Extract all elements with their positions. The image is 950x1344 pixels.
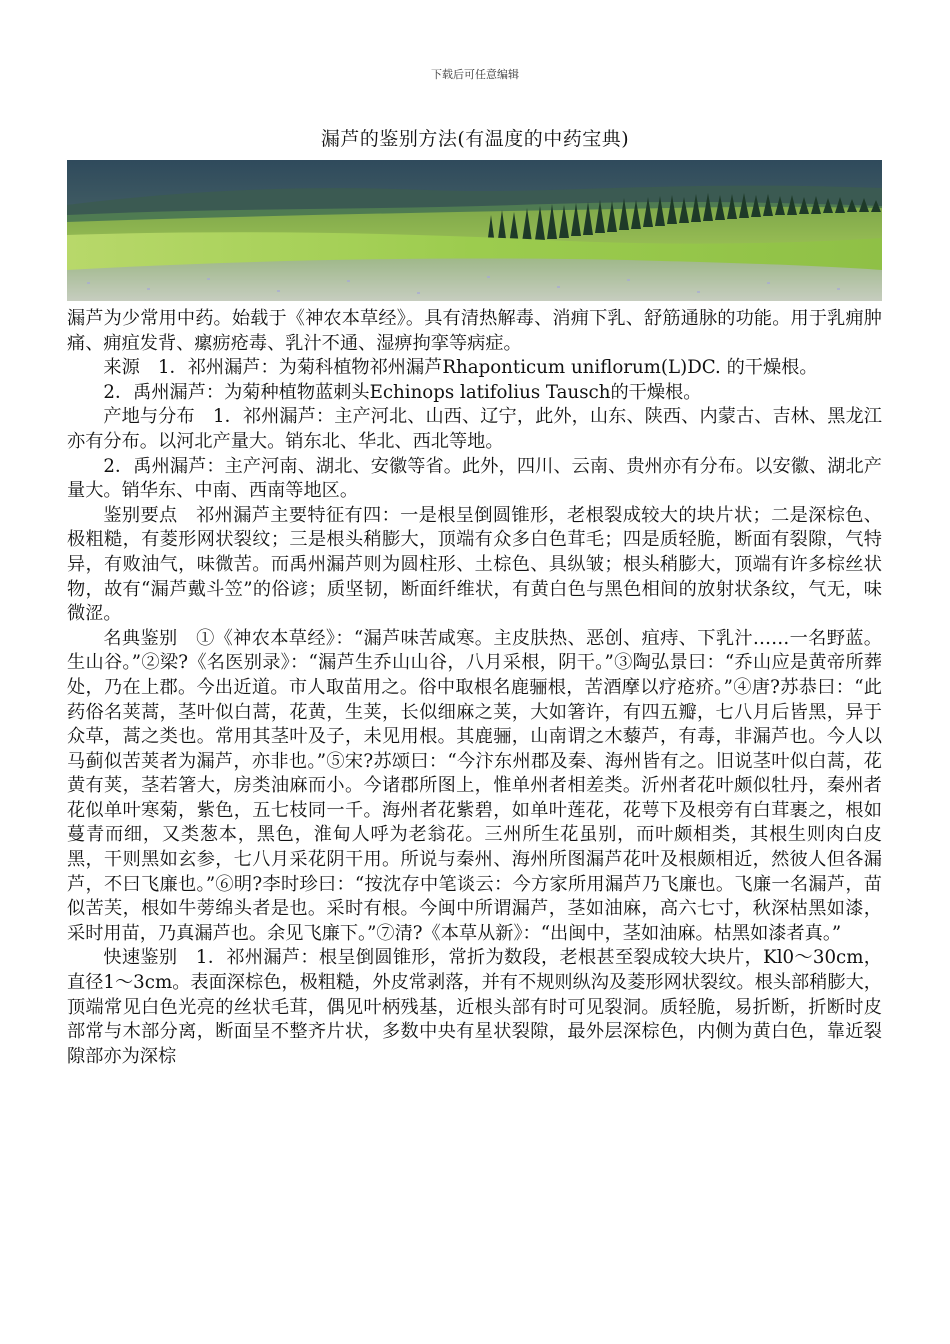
paragraph-source-2: 2．禹州漏芦：为菊种植物蓝刺头Echinops latifolius Tausch的干燥根。	[103, 381, 702, 403]
paragraph-intro: 漏芦为少常用中药。始载于《神农本草经》。具有清热解毒、消痈下乳、舒筋通脉的功能。用于乳痈肿痛、痈疽发背、瘰疬疮毒、乳汁不通、湿痹拘挛等病症。	[67, 308, 882, 354]
header-note: 下载后可任意编辑	[431, 68, 519, 81]
paragraph-source-1: 来源 1．祁州漏芦：为菊科植物祁州漏芦Rhaponticum uniflorum(L)DC. 的干燥根。	[103, 357, 818, 379]
paragraph-origin-1: 产地与分布 1．祁州漏芦：主产河北、山西、辽宁，此外，山东、陕西、内蒙古、吉林、黑龙江亦有分布。以河北产量大。销东北、华北、西北等地。	[67, 406, 882, 452]
banner-image	[67, 160, 882, 301]
paragraph-classic-references: 名典鉴别 ①《神农本草经》：“漏芦味苦咸寒。主皮肤热、恶创、疽痔、下乳汁……一名野蓝。生山谷。”②梁?《名医别录》：“漏芦生乔山山谷，八月采根，阴干。”③陶弘景曰：“乔山应是黄帝所葬处，乃在上郡。今出近道。市人取苗用之。俗中取根名鹿骊根，苦酒摩以疗疮疥。”④唐?苏恭曰：“此药俗名荚蒿，茎叶似白蒿，花黄，生荚，长似细麻之荚，大如箸许，有四五瓣，七八月后皆黑，异于众草，蒿之类也。常用其茎叶及子，未见用根。其鹿骊，山南谓之木藜芦，有毒，非漏芦也。今人以马蓟似苦荚者为漏芦，亦非也。”⑤宋?苏颂曰：“今汴东州郡及秦、海州皆有之。旧说茎叶似白蒿，花黄有荚，茎若箸大，房类油麻而小。今诸郡所图上，惟单州者相差类。沂州者花叶颇似牡丹，秦州者花似单叶寒菊，紫色，五七枝同一千。海州者花紫碧，如单叶莲花，花萼下及根旁有白茸裹之，根如蔓青而细，又类葱本，黑色，淮甸人呼为老翁花。三州所生花虽别，而叶颇相类，其根生则肉白皮黑，干则黑如玄参，七八月采花阴干用。所说与秦州、海州所图漏芦花叶及根颇相近，然彼人但各漏芦，不曰飞廉也。”⑥明?李时珍曰：“按沈存中笔谈云：今方家所用漏芦乃飞廉也。飞廉一名漏芦，苗似苦芙，根如牛蒡绵头者是也。采时有根。今闽中所谓漏芦，茎如油麻，高六七寸，秋深枯黑如漆，采时用苗，乃真漏芦也。余见飞廉下。”⑦清?《本草从新》：“出闽中，茎如油麻。枯黑如漆者真。”	[67, 627, 882, 944]
document-title: 漏芦的鉴别方法(有温度的中药宝典)	[320, 128, 630, 150]
paragraph-quick-identification: 快速鉴别 1．祁州漏芦：根呈倒圆锥形，常折为数段，老根甚至裂成较大块片，Kl0～30cm，直径1～3cm。表面深棕色，极粗糙，外皮常剥落，并有不规则纵沟及菱形网状裂纹。根头部稍膨大，顶端常见白色光亮的丝状毛茸，偶见叶柄残基，近根头部有时可见裂洞。质轻脆，易折断，折断时皮部常与木部分离，断面呈不整齐片状，多数中央有星状裂隙，最外层深棕色，内侧为黄白色，靠近裂隙部亦为深棕	[67, 947, 882, 1067]
paragraph-origin-2: 2．禹州漏芦：主产河南、湖北、安徽等省。此外，四川、云南、贵州亦有分布。以安徽、湖北产量大。销华东、中南、西南等地区。	[67, 455, 882, 502]
paragraph-identification: 鉴别要点 祁州漏芦主要特征有四：一是根呈倒圆锥形，老根裂成较大的块片状；二是深棕色、极粗糙，有菱形网状裂纹；三是根头稍膨大，顶端有众多白色茸毛；四是质轻脆，断面有裂隙，气特异，有败油气，味微苦。而禹州漏芦则为圆柱形、土棕色、具纵皱；根头稍膨大，顶端有许多棕丝状物，故有“漏芦戴斗笠”的俗谚；质坚韧，断面纤维状，有黄白色与黑色相间的放射状条纹，气无，味微涩。	[67, 504, 882, 625]
document-body	[67, 307, 882, 1069]
